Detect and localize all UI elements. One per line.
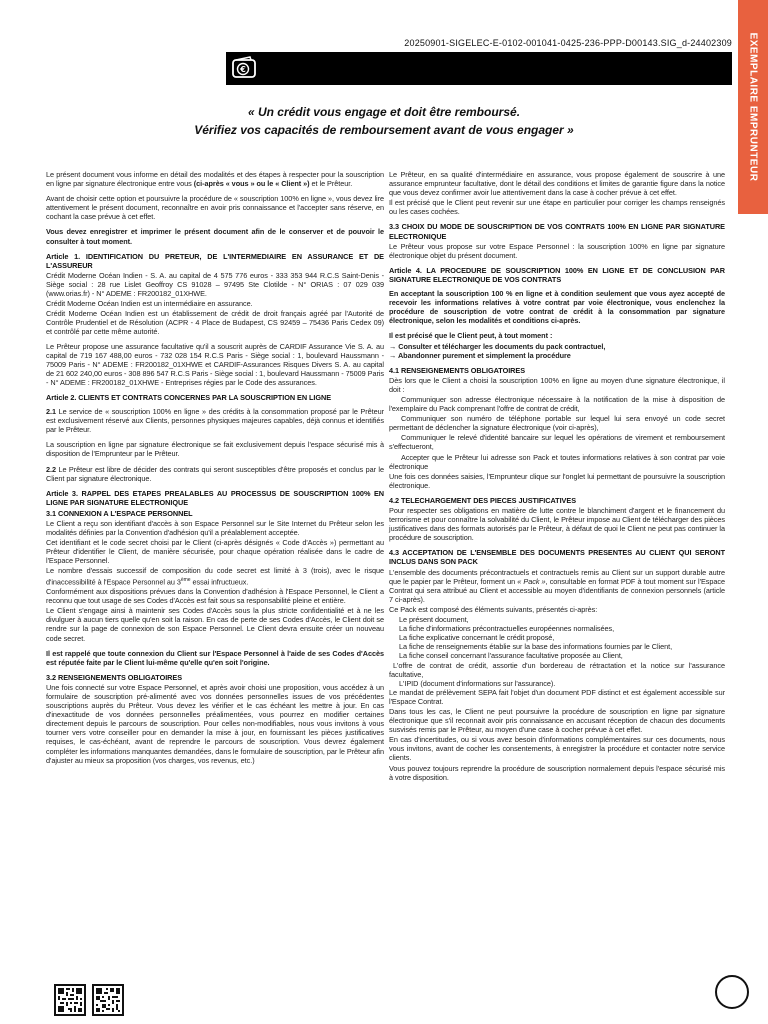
- article-3-title: Article 3. RAPPEL DES ETAPES PREALABLES AU PROCESSUS DE SOUSCRIPTION 100% EN LIGNE PAR SIGNATURE ELECTRONIQUE: [46, 488, 384, 507]
- attempts-text-end: essai infructueux.: [190, 576, 249, 586]
- insurance-paragraph: Le Prêteur, en sa qualité d'intermédiaire en assurance, vous propose également de souscrire à une assurance emprunteur facultative, dont le détail des conditions et limites de garantie figure dans la notice que vous devez confirmer avoir lue attentivement dans la case à cocher prévue à cet effet.: [389, 170, 725, 198]
- section-3-1-confidentiality: Le Client s'engage ainsi à maintenir ses Codes d'Accès sous la plus stricte confidentialité et à ne les divulguer à aucun tiers quelle qu'en soit la raison. En cas de perte de ses Codes d'Accès, le Client doit se rendre sur la page de connexion de son Espace Personnel. Le Client devra ensuite créer un nouveau code secret.: [46, 606, 384, 643]
- section-3-1-reminder: Il est rappelé que toute connexion du Client sur l'Espace Personnel à l'aide de ses Codes d'Accès est réputée faite par le Client lui-même qu'elle qu'en soit l'origine.: [46, 648, 384, 667]
- correction-paragraph: Il est précisé que le Client peut revenir sur une étape en particulier pour corriger les champs renseignés ou les cases cochées.: [389, 198, 725, 217]
- datamatrix-code-1: [54, 984, 86, 1016]
- intro-client-definition: (ci-après « vous » ou le « Client »): [193, 179, 310, 189]
- section-4-2-title: 4.2 TELECHARGEMENT DES PIECES JUSTIFICATIVES: [389, 495, 577, 505]
- section-3-3-title: 3.3 CHOIX DU MODE DE SOUSCRIPTION DE VOS CONTRATS 100% EN LIGNE PAR SIGNATURE ELECTRONIQUE: [389, 222, 725, 241]
- wallet-euro-icon: [232, 56, 258, 80]
- section-4-3-acknowledge: Dans tous les cas, le Client ne peut poursuivre la procédure de souscription en ligne par signature électronique que s'il reconnait avoir pris connaissance en accusant réception de chacun des documents susvisés remis par le Prêteur, au moyen d'une case à cocher prévue à cet effet.: [389, 706, 725, 735]
- section-3-2-text: Une fois connecté sur votre Espace Personnel, et après avoir choisi une proposition, vous accédez à un formulaire de souscription pré-alimenté avec vos données personnelles issues de vos précédentes souscriptions auprès du Prêteur. Vous devez les vérifier et le cas échéant les mettre à jour. En cas d'inexactitude de vos données personnelles préalimentées, vous pourrez en modifier certaines directement depuis le parcours de souscription. Pour celles non-modifiables, nous vous invitons à vous tourner vers votre conseiller pour en demander la mise à jour, en fournissant les pièces justificatives requises, le cas-échéant, avant de reprendre le parcours de souscription. Vous devrez également compléter les informations manquantes demandées, dans le formulaire de souscription, par le Prêteur afin d'ajuster au mieux sa proposition (vos charges, vos revenus, etc.): [46, 682, 384, 765]
- pack-item: La fiche explicative concernant le crédit proposé,: [399, 633, 555, 643]
- document-reference: 20250901-SIGELEC-E-0102-001041-0425-236-PPP-D00143.SIG_d-24402309: [404, 38, 732, 48]
- article-2-1-text: Le service de « souscription 100% en ligne » des crédits à la consommation proposé par le Prêteur est exclusivement réservé aux Clients, personnes physiques majeures capables, déjà connus et identifiés par le Prêteur.: [46, 407, 384, 435]
- section-4-1-email: Communiquer son adresse électronique nécessaire à la notification de la mise à disposition de l'exemplaire du Pack comprenant l'offre de contrat de crédit,: [389, 394, 725, 414]
- article-2-title: Article 2. CLIENTS ET CONTRATS CONCERNES PAR LA SOUSCRIPTION EN LIGNE: [46, 392, 332, 402]
- article-2-2: [46, 465, 384, 483]
- pack-item: La fiche conseil concernant l'assurance facultative proposée au Client,: [399, 651, 623, 661]
- article-1-intermediary: Crédit Moderne Océan Indien est un intermédiaire en assurance.: [46, 299, 253, 309]
- section-4-3-resume: Vous pouvez toujours reprendre la procédure de souscription normalement depuis l'espace sécurisé mis à votre disposition.: [389, 763, 725, 782]
- section-4-1-title: 4.1 RENSEIGNEMENTS OBLIGATOIRES: [389, 365, 526, 375]
- section-3-1-responsibility: Conformément aux dispositions prévues dans la Convention d'adhésion à l'Espace Personnel, le Client a reconnu que tout usage de ses Codes d'Accès est fait sous sa responsabilité pleine et entière.: [46, 587, 384, 606]
- article-2-1-number: 2.1: [46, 407, 56, 417]
- document-copy-tab: [738, 0, 768, 214]
- right-column: [389, 170, 725, 788]
- left-column: [46, 170, 384, 771]
- article-4-title: Article 4. LA PROCEDURE DE SOUSCRIPTION 100% EN LIGNE ET DE CONCLUSION PAR SIGNATURE ELECTRONIQUE DE VOS CONTRATS: [389, 265, 725, 284]
- svg-text:€: €: [240, 65, 246, 74]
- article-4-option-abandon: → Abandonner purement et simplement la procédure: [389, 350, 571, 360]
- intro-text: Le présent document vous informe en détail des modalités et des étapes à respecter pour la souscription en ligne par signature électronique entre vous: [46, 170, 384, 189]
- pack-item: Le présent document,: [399, 615, 469, 625]
- section-4-3-pack: [389, 568, 725, 604]
- article-4-acceptance: En acceptant la souscription 100 % en ligne et à condition seulement que vous ayez accepté de recevoir les informations relatives à votre contrat par voie électronique, vous enclenchez la procédure de souscription de votre contrat de crédit à la consommation par signature électronique, selon les modalités et conditions ci-après.: [389, 289, 725, 326]
- pack-text-end: , consultable en format PDF à tout moment sur l'Espace Contrat qui sera attribué au Client et accessible au moyen d'identifiants de connexion personnels (article 7 ci-après).: [389, 576, 725, 604]
- section-4-2-text: Pour respecter ses obligations en matière de lutte contre le blanchiment d'argent et le financement du terrorisme et pour connaître la solvabilité du Client, le Prêteur impose au Client de télécharger des pièces justificatives dans des formats autorisés par le Prêteur, à défaut de quoi le Client ne peut pas continuer la procédure de souscription.: [389, 506, 725, 543]
- pack-item: La fiche d'informations précontractuelles européennes normalisées,: [399, 624, 615, 634]
- legal-warning: [40, 103, 728, 139]
- section-4-1-electronic: Accepter que le Prêteur lui adresse son Pack et toutes informations relatives à son contrat par voie électronique: [389, 452, 725, 471]
- section-3-1-attempts: [46, 566, 384, 586]
- section-4-1-phone: Communiquer son numéro de téléphone portable sur lequel lui sera envoyé un code secret permettant de déclencher la signature électronique (voir ci-après),: [389, 414, 725, 433]
- section-3-3-text: Le Prêteur vous propose sur votre Espace Personnel : la souscription 100% en ligne par signature électronique objet du présent document.: [389, 241, 725, 260]
- article-4-precision: Il est précisé que le Client peut, à tout moment :: [389, 331, 553, 341]
- article-2-2-number: 2.2: [46, 464, 56, 474]
- section-3-1-identifier: Le Client a reçu son identifiant d'accès à son Espace Personnel sur le Site Internet du Prêteur selon les modalités définies par la Convention d'adhésion qu'il a préalablement acceptée.: [46, 519, 384, 538]
- pack-item: La fiche de renseignements établie sur la base des informations fournies par le Client,: [399, 642, 673, 652]
- article-1-lender: Crédit Moderne Océan Indien - S. A. au capital de 4 575 776 euros - 333 353 944 R.C.S Saint-Denis - Siège social : 28 rue Lislet Geoffroy CS 91028 – 97495 Ste Clotilde - N° ORIAS : 07 029 039 (www.orias.fr) - N° ADEME : FR200182_01XHWE.: [46, 270, 384, 299]
- section-4-3-uncertainty: En cas d'incertitudes, ou si vous avez besoin d'informations complémentaires sur ces documents, nous vous invitons, avant de cocher les consentements, à enregistrer la procédure et contacter notre service clients.: [389, 735, 725, 763]
- article-1-insurer: Le Prêteur propose une assurance facultative qu'il a souscrit auprès de CARDIF Assurance Vie S. A. au capital de 719 167 488,00 euros - 732 028 154 R.C.S Paris - Siège social : 1, boulevard Haussmann - 75009 Paris - N° ADEME : FR200182_01XHWE et CARDIF-Assurances Risques Divers S. A. au capital de 21 602 240,00 euros - 308 896 547 R.C.S Paris - Siège social : 1, boulevard Haussmann - 75009 Paris - N° ADEME : FR200182_01XHWE - Entreprises régies par le Code des assurances.: [46, 341, 384, 387]
- datamatrix-code-2: [92, 984, 124, 1016]
- intro-paragraph: [46, 170, 384, 188]
- section-3-1-title: 3.1 CONNEXION A L'ESPACE PERSONNEL: [46, 508, 193, 518]
- header-bar: [226, 52, 732, 85]
- section-4-1-bank: Communiquer le relevé d'identité bancaire sur lequel les opérations de virement et remboursement s'effectueront,: [389, 433, 725, 452]
- section-4-3-composition: Ce Pack est composé des éléments suivants, présentés ci-après:: [389, 604, 598, 614]
- warning-line-2: Vérifiez vos capacités de remboursement avant de vous engager »: [194, 123, 574, 137]
- pack-text: L'ensemble des documents précontractuels et contractuels remis au Client sur un support durable autre que le papier par le Prêteur, forment un: [389, 567, 725, 586]
- intro-read-paragraph: Avant de choisir cette option et poursuivre la procédure de « souscription 100% en ligne », vous devez lire attentivement le présent document, reconnaître en avoir pris connaissance et l'accepter sans réserve, en cochant la case prévue à cet effet.: [46, 194, 384, 222]
- intro-save-notice: Vous devez enregistrer et imprimer le présent document afin de le conserver et de pouvoir le consulter à tout moment.: [46, 227, 384, 246]
- attempts-ordinal: ème: [180, 576, 191, 583]
- section-4-1-continue: Une fois ces données saisies, l'Emprunteur clique sur l'onglet lui permettant de poursuivre la souscription électronique.: [389, 471, 725, 490]
- article-4-option-download: → Consulter et télécharger les documents du pack contractuel,: [389, 341, 606, 351]
- article-1-approval: Crédit Moderne Océan Indien est un établissement de crédit de droit français agréé par l'Autorité de Contrôle Prudentiel et de Résolution (ACPR - 4 Place de Budapest, CS 92459 – 75436 Paris Cedex 09) et contrôlé par cette même autorité.: [46, 309, 384, 337]
- pack-item: L'IPID (document d'informations sur l'assurance).: [399, 678, 556, 688]
- warning-line-1: « Un crédit vous engage et doit être remboursé.: [247, 105, 521, 119]
- section-4-3-sepa: Le mandat de prélèvement SEPA fait l'objet d'un document PDF distinct et est également accessible sur l'Espace Contrat.: [389, 687, 725, 706]
- section-3-2-title: 3.2 RENSEIGNEMENTS OBLIGATOIRES: [46, 672, 183, 682]
- section-4-1-intro: Dès lors que le Client a choisi la souscription 100% en ligne au moyen d'une signature électronique, il doit :: [389, 375, 725, 394]
- article-2-1-electronic: La souscription en ligne par signature électronique se fait exclusivement depuis l'espace sécurisé mis à disposition de l'Emprunteur par le Prêteur.: [46, 440, 384, 459]
- section-3-1-access-code: Cet identifiant et le code secret choisi par le Client (ci-après désignés « Code d'Accès ») permettant au Prêteur d'identifier le Client, de manière sécurisée, pour chaque opération réalisée dans le cadre de l'Espace Personnel.: [46, 538, 384, 566]
- section-4-3-title: 4.3 ACCEPTATION DE L'ENSEMBLE DES DOCUMENTS PRESENTES AU CLIENT QUI SERONT INCLUS DANS SON PACK: [389, 548, 725, 567]
- attempts-text: Le nombre d'essais successif de composition du code secret est limité à 3 (trois), avec le risque d'inaccessibilité à l'Espace Personnel au 3: [46, 566, 384, 586]
- pack-term: « Pack »: [517, 576, 546, 586]
- article-1-title: Article 1. IDENTIFICATION DU PRETEUR, DE L'INTERMEDIAIRE EN ASSURANCE ET DE L'ASSUREUR: [46, 251, 384, 270]
- document-copy-label: EXEMPLAIRE EMPRUNTEUR: [747, 32, 759, 182]
- article-2-1: [46, 407, 384, 434]
- page-circle-mark: [715, 975, 749, 1009]
- intro-text-end: et le Prêteur.: [309, 179, 353, 189]
- article-2-2-text: Le Prêteur est libre de décider des contrats qui seront susceptibles d'être proposés et conclus par le Client par signature électronique.: [46, 464, 384, 483]
- pack-item: L'offre de contrat de crédit, assortie d'un bordereau de rétractation et la notice sur l'assurance facultative,: [389, 660, 725, 679]
